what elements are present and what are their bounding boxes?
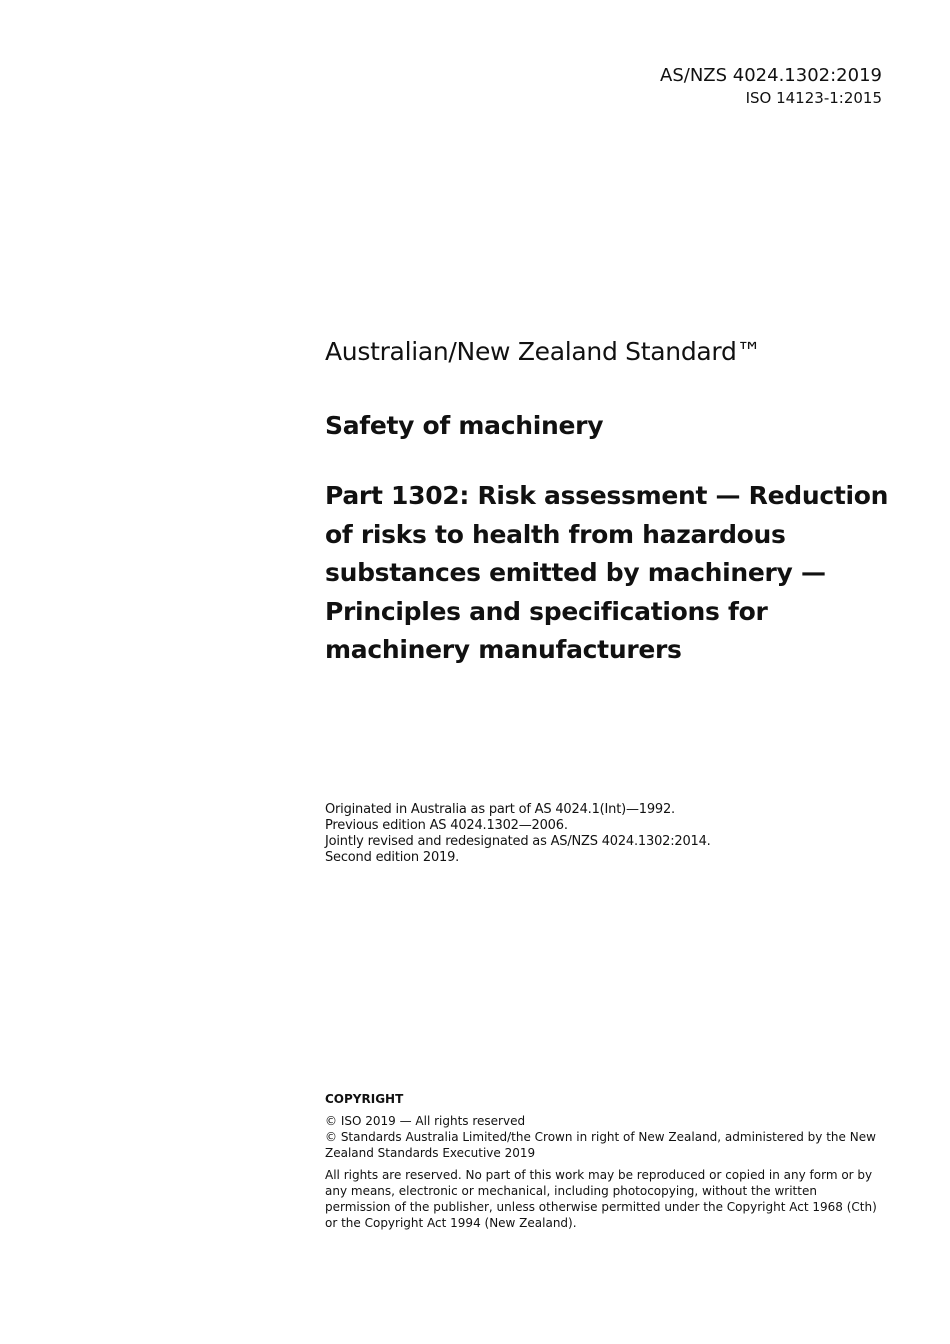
document-title: Safety of machinery bbox=[325, 411, 604, 440]
title-block bbox=[325, 334, 905, 670]
standard-type: Australian/New Zealand Standard™ bbox=[325, 337, 762, 366]
copyright-heading: COPYRIGHT bbox=[325, 1092, 404, 1106]
history-line: Originated in Australia as part of AS 4024.1(Int)—1992. bbox=[325, 802, 675, 817]
rights-statement: All rights are reserved. No part of this work may be reproduced or copied in any form or by any means, electronic or mechanical, including photocopying, without the written permission of the publisher, unless otherwise permitted under the Copyright Act 1968 (Cth) or the Copyright Act 1994 (New Zealand). bbox=[325, 1168, 877, 1230]
standard-number: AS/NZS 4024.1302:2019 bbox=[660, 65, 882, 86]
edition-history bbox=[325, 802, 711, 866]
standard-identifiers bbox=[660, 64, 882, 108]
part-title: Part 1302: Risk assessment — Reduction of risks to health from hazardous substances emitted by machinery — Principles and specifications for machinery manufacturers bbox=[325, 481, 889, 664]
copyright-notice bbox=[325, 1091, 885, 1237]
iso-copyright: © ISO 2019 — All rights reserved bbox=[325, 1114, 526, 1128]
sa-copyright: © Standards Australia Limited/the Crown in right of New Zealand, administered by the New Zealand Standards Executive 2019 bbox=[325, 1130, 876, 1160]
history-line: Second edition 2019. bbox=[325, 850, 460, 865]
history-line: Jointly revised and redesignated as AS/NZS 4024.1302:2014. bbox=[325, 834, 711, 849]
iso-number: ISO 14123-1:2015 bbox=[745, 89, 882, 107]
history-line: Previous edition AS 4024.1302—2006. bbox=[325, 818, 568, 833]
